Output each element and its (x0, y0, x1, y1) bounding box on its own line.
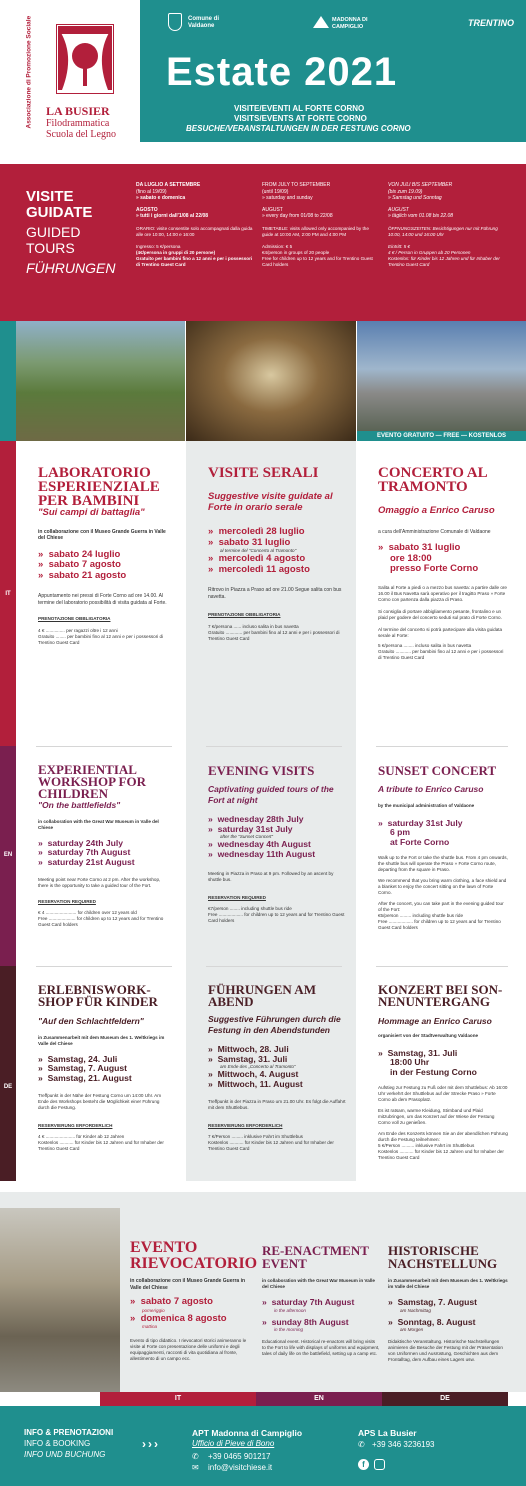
divider (36, 966, 172, 967)
de-workshop-title1: ERLEBNISWORK- (38, 982, 151, 997)
en-workshop-price: € 4 ........................ for children over 12 years old (38, 910, 137, 915)
reenact-de-date2: » Sonntag, 8. August (388, 1316, 476, 1327)
guided-de-price1: Eintritt: 5 € (388, 243, 410, 249)
de-evening-price: 7 €/Person ......... inklusive Fahrt im Shuttlebus (208, 1134, 303, 1139)
en-concert-title: SUNSET CONCERT (378, 763, 497, 778)
reenact-en-title2: EVENT (262, 1256, 307, 1271)
guided-col-de (388, 182, 506, 268)
subtitle-de: BESUCHE/VERANSTALTUNGEN IN DER FESTUNG CORNO (186, 124, 411, 133)
it-concert-price: 5 €/persona ........ incluso salita in bus navetta (378, 642, 472, 648)
divider (376, 966, 508, 967)
guided-title-de: FÜHRUNGEN (26, 260, 116, 276)
reenact-it-date1: » sabato 7 agosto (130, 1296, 213, 1307)
guided-en-price2: €4/person in groups of 20 people (262, 249, 330, 255)
en-workshop (38, 764, 170, 928)
guided-en-head: FROM JULY TO SEPTEMBER (262, 182, 331, 188)
footer-info-de: INFO UND BUCHUNG (24, 1450, 106, 1459)
guided-en-days1: » saturday and sunday (262, 195, 313, 201)
date-text: Samstag, 7. August (47, 1063, 127, 1073)
it-concert (378, 466, 508, 661)
en-evening-booking: RESERVATION REQUIRED (208, 895, 266, 900)
en-evening-info: Meeting in Piazza in Praso at 9 pm. Followed by an ascent by shuttle bus. (208, 871, 334, 882)
date-text: saturday 31st July (387, 817, 463, 828)
reenact-it-date1-note: pomeriggio (142, 1307, 165, 1313)
guided-de-price2: 4 € / Person in Gruppen ab 20 Personen (388, 249, 471, 255)
date-text: saturday 24th July (47, 837, 124, 848)
date-text: sabato 31 luglio (218, 536, 291, 548)
reenact-en-date2-note: in the morning (274, 1327, 304, 1332)
facebook-icon[interactable]: f (358, 1459, 369, 1470)
divider (206, 746, 342, 747)
guided-de-head2: (bis zum 19.09) (388, 188, 423, 195)
it-evening-free: Gratuito ............. per bambini fino al 12 anni e per i possessori di Trentino Guest Card (208, 630, 340, 641)
date-text: saturday 21st August (47, 856, 135, 867)
en-concert-subtitle: A tribute to Enrico Caruso (378, 784, 484, 794)
en-concert-free: Free ................... for children up to 12 years and for Trentino Guest Card holders (378, 919, 501, 930)
en-concert-collab: by the municipal administration of Valdaone (378, 802, 475, 808)
reenact-it-collab: in collaborazione con il Museo Grande Guerra in Valle del Chiese (130, 1278, 246, 1291)
it-workshop-title3: PER BAMBINI (38, 493, 140, 509)
date-text: sabato 24 luglio (48, 548, 121, 560)
it-workshop-price: 4 € ............... per ragazzi oltre i 12 anni (38, 628, 118, 633)
page-title: Estate 2021 (166, 50, 398, 94)
it-workshop-subtitle: "Sui campi di battaglia" (38, 507, 145, 518)
guided-de-days2: » täglich vom 01.08 bis 22.08 (388, 213, 454, 219)
reenact-de-collab: in Zusammenarbeit mit dem Museum des 1. Weltkriegs im Valle del Chiese (388, 1278, 508, 1289)
it-workshop-collab: in collaborazione con il Museo Grande Guerra in Valle del Chiese (38, 528, 166, 541)
date-text: Samstag, 31. Juli (387, 1047, 458, 1058)
it-concert-info2: Si consiglia di portare abbigliamento pesante, frontalino e un plaid per godere del concerto seduti sul prato di Forte Corno. (378, 608, 502, 620)
it-evening-booking: PRENOTAZIONE OBBLIGATORIA (208, 612, 281, 617)
it-evening-date2: » sabato 31 luglio (208, 536, 291, 548)
logo-comune: Comune di Valdaone (188, 16, 219, 29)
en-evening-date2: » saturday 31st July (208, 823, 293, 834)
de-workshop-date2: » Samstag, 7. August (38, 1063, 127, 1073)
reenact-en-collab: in collaboration with the Great War Museum in Valle del Chiese (262, 1278, 375, 1289)
en-workshop-title2: WORKSHOP FOR (38, 774, 146, 789)
free-event-badge: EVENTO GRATUITO — FREE — KOSTENLOS (357, 431, 526, 441)
reenact-it-title1: EVENTO (130, 1239, 198, 1256)
de-evening-date3: » Mittwoch, 4. August (208, 1069, 299, 1079)
instagram-icon[interactable] (374, 1459, 385, 1470)
it-concert-time: ore 18:00 (390, 552, 432, 564)
footer-info-en: INFO & BOOKING (24, 1439, 91, 1448)
guided-en-head2: (until 19/09) (262, 188, 289, 195)
date-text: sabato 31 luglio (388, 542, 461, 553)
reenact-it-date2: » domenica 8 agosto (130, 1312, 227, 1324)
reenact-it-info: Evento di tipo didattico. I rievocatori storici animeranno le visite al Forte con presentazione delle uniformi e degli equipaggiamenti, racconti di vita quotidiana al fronte, allestimento di un campo ecc. (130, 1338, 247, 1361)
de-workshop-date3: » Samstag, 21. August (38, 1072, 132, 1083)
de-concert-place: in der Festung Corno (390, 1066, 477, 1077)
guided-it-head: DA LUGLIO A SETTEMBRE (136, 182, 201, 188)
de-workshop-date1: » Samstag, 24. Juli (38, 1053, 118, 1064)
de-concert-time: 18:00 Uhr (390, 1057, 430, 1067)
de-concert-price: 5 €/Person .......... inklusive Fahrt im Shuttlebus (378, 1143, 475, 1148)
it-evening-date4: » mercoledì 11 agosto (208, 563, 310, 575)
en-evening (208, 764, 348, 924)
footer-phone-aps[interactable]: +39 346 3236193 (372, 1440, 435, 1449)
it-concert-collab: a cura dell'Amministrazione Comunale di Valdaone (378, 528, 491, 535)
lang-label-it: IT (5, 591, 11, 597)
it-workshop-date1: » sabato 24 luglio (38, 548, 121, 560)
logo-trentino: TRENTINO (468, 18, 514, 28)
theatre-curtain-icon (56, 24, 114, 94)
footer-email-link[interactable]: info@visitchiese.it (208, 1463, 273, 1472)
guided-it-price3: Gratuito per bambini fino a 12 anni e per i possessori di Trentino Guest Card (136, 255, 253, 267)
date-text: wednesday 4th August (217, 839, 311, 849)
it-concert-info3: Al termine del concerto si potrà partecipare alla visita guidata serale al Forte: (378, 626, 503, 638)
it-concert-place: presso Forte Corno (390, 563, 479, 574)
it-concert-title1: CONCERTO AL (378, 465, 488, 481)
de-evening-date1: » Mittwoch, 28. Juli (208, 1044, 289, 1054)
footer-info-it: INFO & PRENOTAZIONI (24, 1428, 114, 1437)
en-workshop-title3: CHILDREN (38, 786, 109, 801)
en-workshop-free: Free ..................... for children up to 12 years and for Trentino Guest Card holders (38, 916, 164, 927)
de-evening-date4: » Mittwoch, 11. August (208, 1078, 303, 1089)
guided-en-head3: AUGUST (262, 206, 283, 213)
lang-foot-en: EN (256, 1392, 382, 1406)
de-concert-free: Kostenlos ........... für Kinder bis 12 Jahren und für Inhaber der Trentino Guest Card (378, 1149, 504, 1160)
lang-bar-it (0, 441, 16, 746)
it-evening-price: 7 €/persona ...... incluso salita in bus navetta (208, 624, 299, 629)
lang-foot-de: DE (382, 1392, 508, 1406)
de-evening-title2: ABEND (208, 994, 254, 1009)
en-concert-time: 6 pm (390, 827, 411, 837)
de-evening-subtitle: Suggestive Führungen durch die Festung in den Abendstunden (208, 1014, 341, 1035)
en-evening-subtitle: Captivating guided tours of the Fort at night (208, 784, 334, 805)
comune-crest-icon (168, 13, 182, 31)
subtitle-en: VISITS/EVENTS AT FORTE CORNO (234, 114, 367, 123)
logo-madonna: MADONNA DI CAMPIGLIO (332, 17, 368, 30)
en-workshop-title1: EXPERIENTIAL (38, 762, 137, 777)
org-name: LA BUSIER (46, 104, 110, 118)
date-text: mercoledì 11 agosto (218, 563, 310, 575)
phone-icon: ✆ (358, 1440, 365, 1449)
date-text: saturday 7th August (47, 847, 131, 857)
reenact-de-date2-note: am Morgen (400, 1327, 424, 1332)
org-logo-panel (0, 0, 140, 142)
it-concert-free: Gratuito ............ per bambini fino al 12 anni e per i possessori di Trentino Guest Card (378, 648, 504, 660)
en-workshop-subtitle: "On the battlefields" (38, 800, 121, 810)
en-workshop-info: Meeting point near Forte Corno at 2 pm. After the workshop, there is the opportunity to take a guided tour of the Fort. (38, 877, 161, 888)
it-evening-date1: » mercoledì 28 luglio (208, 526, 305, 537)
guided-title-en-2: TOURS (26, 240, 75, 256)
guided-tours-panel (0, 164, 526, 321)
de-evening-free: Kostenlos ........... für Kinder bis 12 Jahren und für Inhaber der Trentino Guest Card (208, 1140, 334, 1151)
en-workshop-collab: in collaboration with the Great War Museum in Valle del Chiese (38, 818, 159, 830)
date-text: sabato 7 agosto (140, 1296, 213, 1307)
date-text: sabato 21 agosto (48, 569, 127, 581)
en-workshop-date3: » saturday 21st August (38, 856, 135, 867)
it-workshop-date3: » sabato 21 agosto (38, 569, 127, 581)
guided-it-days2: » tutti i giorni dall'1/08 al 22/08 (136, 213, 209, 219)
en-concert-info2: We recommend that you bring warm clothing, a face shield and a blanket to enjoy the concert sitting on the lawn of Forte Corno. (378, 878, 507, 895)
de-evening-title1: FÜHRUNGEN AM (208, 982, 316, 997)
fort-sunset-photo (357, 321, 526, 441)
reenact-en-info: Educational event. Historical re-enactors will bring visits to the Fort to life with displays of uniforms and equipment, tales of daily life on the battlefield, setting up a camp etc. (262, 1339, 380, 1356)
divider (376, 746, 508, 747)
reenact-de-date1-note: am Nachmittag (400, 1307, 431, 1313)
children-workshop-photo (16, 321, 185, 441)
de-concert-collab: organisiert von der Stadtverwaltung Valdaone (378, 1032, 479, 1038)
org-sub1: Filodrammatica (46, 118, 110, 129)
de-workshop-collab: in Zusammenarbeit mit dem Museum des 1. Weltkriegs im Valle del Chiese (38, 1034, 165, 1046)
de-concert-title1: KONZERT BEI SON- (378, 982, 503, 997)
it-evening-date2-note: al termine del "Concerto al Tramonto" (220, 548, 297, 553)
reenact-en-date1-note: in the afternoon (274, 1307, 306, 1313)
date-text: Mittwoch, 4. August (217, 1069, 299, 1079)
lang-label-en: EN (3, 852, 13, 858)
lang-foot-it: IT (100, 1392, 256, 1406)
chevron-arrows-icon: ››› (142, 1437, 160, 1451)
en-evening-date3: » wednesday 4th August (208, 839, 311, 849)
it-evening (208, 466, 348, 642)
org-vertical-label: Associazione di Promozione Sociale (25, 15, 33, 129)
guided-it-days1: » sabato e domenica (136, 195, 186, 201)
footer (0, 1406, 526, 1486)
en-concert-info3: After the concert, you can take part in the evening guided tour of the Fort: (378, 901, 504, 912)
guided-en-timetable: TIMETABLE: visits allowed only accompanied by the guide at 10:00 AM, 2:00 PM and 4:00 PM (262, 225, 369, 237)
guided-it-head2: (fino al 19/09) (136, 188, 167, 195)
en-concert (378, 764, 508, 931)
en-evening-free: Free ................... for children up to 12 years and for Trentino Guest Card holders (208, 912, 345, 923)
guided-en-price3: Free for children up to 12 years and for Trentino Guest Card holders (262, 255, 373, 267)
divider (36, 746, 172, 747)
guided-de-days1: » Samstag und Sonntag (388, 195, 442, 201)
footer-phone-apt[interactable]: +39 0465 901217 (208, 1452, 271, 1461)
reenact-de-date1: » Samstag, 7. August (388, 1297, 477, 1307)
en-concert-price: €5/person ......... including shuttle bus ride (378, 913, 464, 918)
it-evening-date3: » mercoledì 4 agosto (208, 553, 306, 564)
guided-it-price1: Ingresso: 5 €/persona (136, 243, 181, 249)
it-evening-info: Ritrovo in Piazza a Praso ad ore 21.00 Segue salita con bus navetta. (208, 587, 342, 600)
de-workshop-booking: RESERVIERUNG ERFORDERLICH (38, 1123, 113, 1128)
footer-aps-name: APS La Busier (358, 1428, 417, 1438)
fort-tunnel-photo (186, 321, 356, 441)
de-concert-info2: Es ist ratsam, warme Kleidung, Stirnband und Plaid mitzubringen, um das Konzert auf der Wiese der Festung Corno voll zu genießen. (378, 1108, 495, 1125)
mail-icon: ✉ (192, 1463, 199, 1472)
de-concert-info3: Am Ende des Konzerts können Sie an der abendlichen Führung durch die Festung teilnehmen: (378, 1131, 508, 1142)
reenactment-en (262, 1244, 380, 1357)
photo-strip (16, 321, 526, 441)
en-evening-title: EVENING VISITS (208, 763, 315, 778)
en-evening-date2-note: after the "Sunset Concert" (220, 834, 274, 839)
de-evening (208, 984, 348, 1152)
guided-de-price3: Kostenlos: für Kinder bis 12 Jahren und für Inhaber der Trentino Guest Card (388, 255, 500, 267)
en-workshop-booking: RESERVATION REQUIRED (38, 899, 96, 904)
guided-de-head3: AUGUST (388, 206, 409, 213)
de-concert-subtitle: Hommage an Enrico Caruso (378, 1016, 492, 1026)
reenact-it-title2: RIEVOCATORIO (130, 1255, 258, 1272)
de-evening-date2: » Samstag, 31. Juli (208, 1053, 288, 1064)
it-workshop-title2: ESPERIENZIALE (38, 479, 160, 495)
guided-title-it-1: VISITE (26, 188, 74, 205)
en-evening-date1: » wednesday 28th July (208, 814, 304, 824)
reenact-en-date2: » sunday 8th August (262, 1316, 349, 1327)
date-text: saturday 31st July (217, 823, 293, 834)
date-text: Samstag, 7. August (397, 1297, 477, 1307)
en-concert-date: » saturday 31st July (378, 817, 463, 828)
date-text: Samstag, 31. Juli (217, 1053, 288, 1064)
en-workshop-date1: » saturday 24th July (38, 837, 124, 848)
date-text: Samstag, 21. August (47, 1072, 132, 1083)
de-concert (378, 984, 508, 1161)
de-concert-date: » Samstag, 31. Juli (378, 1047, 458, 1058)
reenactment-it (130, 1239, 258, 1362)
date-text: wednesday 28th July (217, 814, 304, 824)
title-banner (140, 0, 526, 142)
reenact-en-date1: » saturday 7th August (262, 1297, 355, 1307)
guided-de-head: VON JULI BIS SEPTEMBER (388, 182, 453, 188)
reenact-en-title1: RE-ENACTMENT (262, 1243, 369, 1258)
it-workshop-date2: » sabato 7 agosto (38, 559, 121, 570)
footer-apt-office: Ufficio di Pieve di Bono (192, 1439, 275, 1448)
guided-en-price1: Admission: € 5 (262, 243, 293, 249)
de-workshop (38, 984, 170, 1152)
en-concert-info1: Walk up to the Fort or take the shuttle bus. From 4 pm onwards, the shuttle bus will operate the Praso » Forte Corno route, departing from the square in Praso. (378, 855, 508, 872)
it-concert-subtitle: Omaggio a Enrico Caruso (378, 505, 495, 516)
en-evening-price: €7/person ........ including shuttle bus ride (208, 906, 292, 911)
subtitle-it: VISITE/EVENTI AL FORTE CORNO (234, 104, 365, 113)
date-text: mercoledì 4 agosto (218, 553, 306, 564)
en-evening-date4: » wednesday 11th August (208, 848, 316, 859)
de-concert-info1: Aufstieg zur Festung zu Fuß oder mit dem Shuttlebus: Ab 16:00 Uhr verkehrt der Shuttlebus auf der Strecke Praso » Forte Corno ab dem Prasoplatz. (378, 1085, 508, 1102)
guided-title-it-2: GUIDATE (26, 204, 93, 221)
guided-it-price2: (4€/persona in gruppi di 20 persone) (136, 249, 216, 255)
reenact-it-date2-note: mattina (142, 1324, 158, 1329)
guided-de-timetable: ÖFFNUNGSZEITEN: Besichtigungen nur mit Führung 10:00, 14:00 und 16:00 Uhr (388, 225, 498, 237)
guided-title-en-1: GUIDED (26, 224, 81, 240)
it-concert-date: » sabato 31 luglio (378, 542, 461, 553)
it-evening-subtitle: Suggestive visite guidate al Forte in orario serale (208, 491, 333, 513)
date-text: domenica 8 agosto (140, 1312, 227, 1324)
date-text: Samstag, 24. Juli (47, 1053, 118, 1064)
it-workshop-title1: LABORATORIO (38, 465, 151, 481)
date-text: saturday 7th August (271, 1297, 355, 1307)
it-workshop-booking: PRENOTAZIONE OBBLIGATORIA (38, 616, 111, 621)
de-workshop-title2: SHOP FÜR KINDER (38, 994, 158, 1009)
it-concert-title2: TRAMONTO (378, 479, 468, 495)
guided-col-en (262, 182, 380, 268)
date-text: sabato 7 agosto (48, 559, 121, 570)
it-workshop (38, 466, 170, 646)
date-text: wednesday 11th August (217, 848, 316, 859)
guided-col-it (136, 182, 254, 268)
it-workshop-info: Appuntamento nei pressi di Forte Corno ad ore 14.00. Al termine del laboratorio possibilità di visita guidata al Forte. (38, 593, 167, 606)
org-sub2: Scuola del Legno (46, 129, 116, 140)
de-evening-info: Treffpunkt in der Piazza in Praso um 21.00 Uhr. Es folgt die Auffahrt mit dem Shuttlebus. (208, 1099, 346, 1110)
en-concert-place: at Forte Corno (390, 836, 450, 847)
guided-it-timetable: ORARIO: visite consentite solo accompagnati dalla guida alle ore 10:00, 14:00 e 16:00 (136, 225, 253, 237)
de-workshop-free: Kostenlos ........... für Kinder bis 12 Jahren und für Inhaber der Trentino Guest Card (38, 1140, 164, 1151)
de-evening-booking: RESERVIERUNG ERFORDERLICH (208, 1123, 283, 1128)
lang-bar-de (0, 966, 16, 1181)
it-concert-info1: Salita al Forte a piedi o a mezzo bus navetta: a partire dalle ore 16.00 il Bus Navetta sarà operativo per il tragitto Praso » Forte Corno con partenza dalla piazza di Praso. (378, 584, 507, 602)
phone-icon: ✆ (192, 1452, 199, 1461)
it-evening-title: VISITE SERALI (208, 465, 319, 481)
divider (206, 966, 342, 967)
reenact-de-info: Didaktische Veranstaltung. Historische Nachstellungen animieren die Besuche der Festung mit der Präsentation von Uniformen und Ausrüstung, Geschichten aus dem Frontalltag, dem Aufbau eines Lagers usw. (388, 1339, 503, 1362)
date-text: sunday 8th August (271, 1316, 349, 1327)
reenactment-de (388, 1244, 510, 1363)
guided-en-days2: » every day from 01/08 to 22/08 (262, 213, 333, 219)
teal-stripe (0, 321, 16, 441)
guided-it-head3: AGOSTO (136, 206, 158, 213)
date-text: mercoledì 28 luglio (218, 526, 305, 537)
helmets-photo (0, 1208, 120, 1392)
de-evening-date2-note: am Ende des „Concerto al Tramonto" (220, 1064, 296, 1069)
reenact-de-title2: NACHSTELLUNG (388, 1256, 498, 1271)
date-text: Sonntag, 8. August (397, 1316, 476, 1327)
it-workshop-free: Gratuito ........ per bambini fino al 12 anni e per i possessori di Trentino Guest Card (38, 634, 164, 645)
de-workshop-info: Treffpunkt in der Nähe der Festung Corno um 14:00 Uhr. Am Ende des Workshops besteht die Möglichkeit einer Führung durch die Festung. (38, 1093, 162, 1110)
reenact-de-title1: HISTORISCHE (388, 1243, 479, 1258)
footer-apt-name: APT Madonna di Campiglio (192, 1428, 303, 1438)
date-text: Mittwoch, 28. Juli (217, 1044, 289, 1054)
mountain-logo-icon (313, 16, 329, 28)
de-workshop-subtitle: "Auf den Schlachtfeldern" (38, 1016, 144, 1026)
de-concert-title2: NENUNTERGANG (378, 994, 490, 1009)
lang-label-de: DE (3, 1084, 13, 1090)
en-workshop-date2: » saturday 7th August (38, 847, 131, 857)
lang-bar-en (0, 746, 16, 966)
date-text: Mittwoch, 11. August (217, 1078, 303, 1089)
de-workshop-price: 4 € ....................... für Kinder ab 12 Jahren (38, 1134, 125, 1139)
